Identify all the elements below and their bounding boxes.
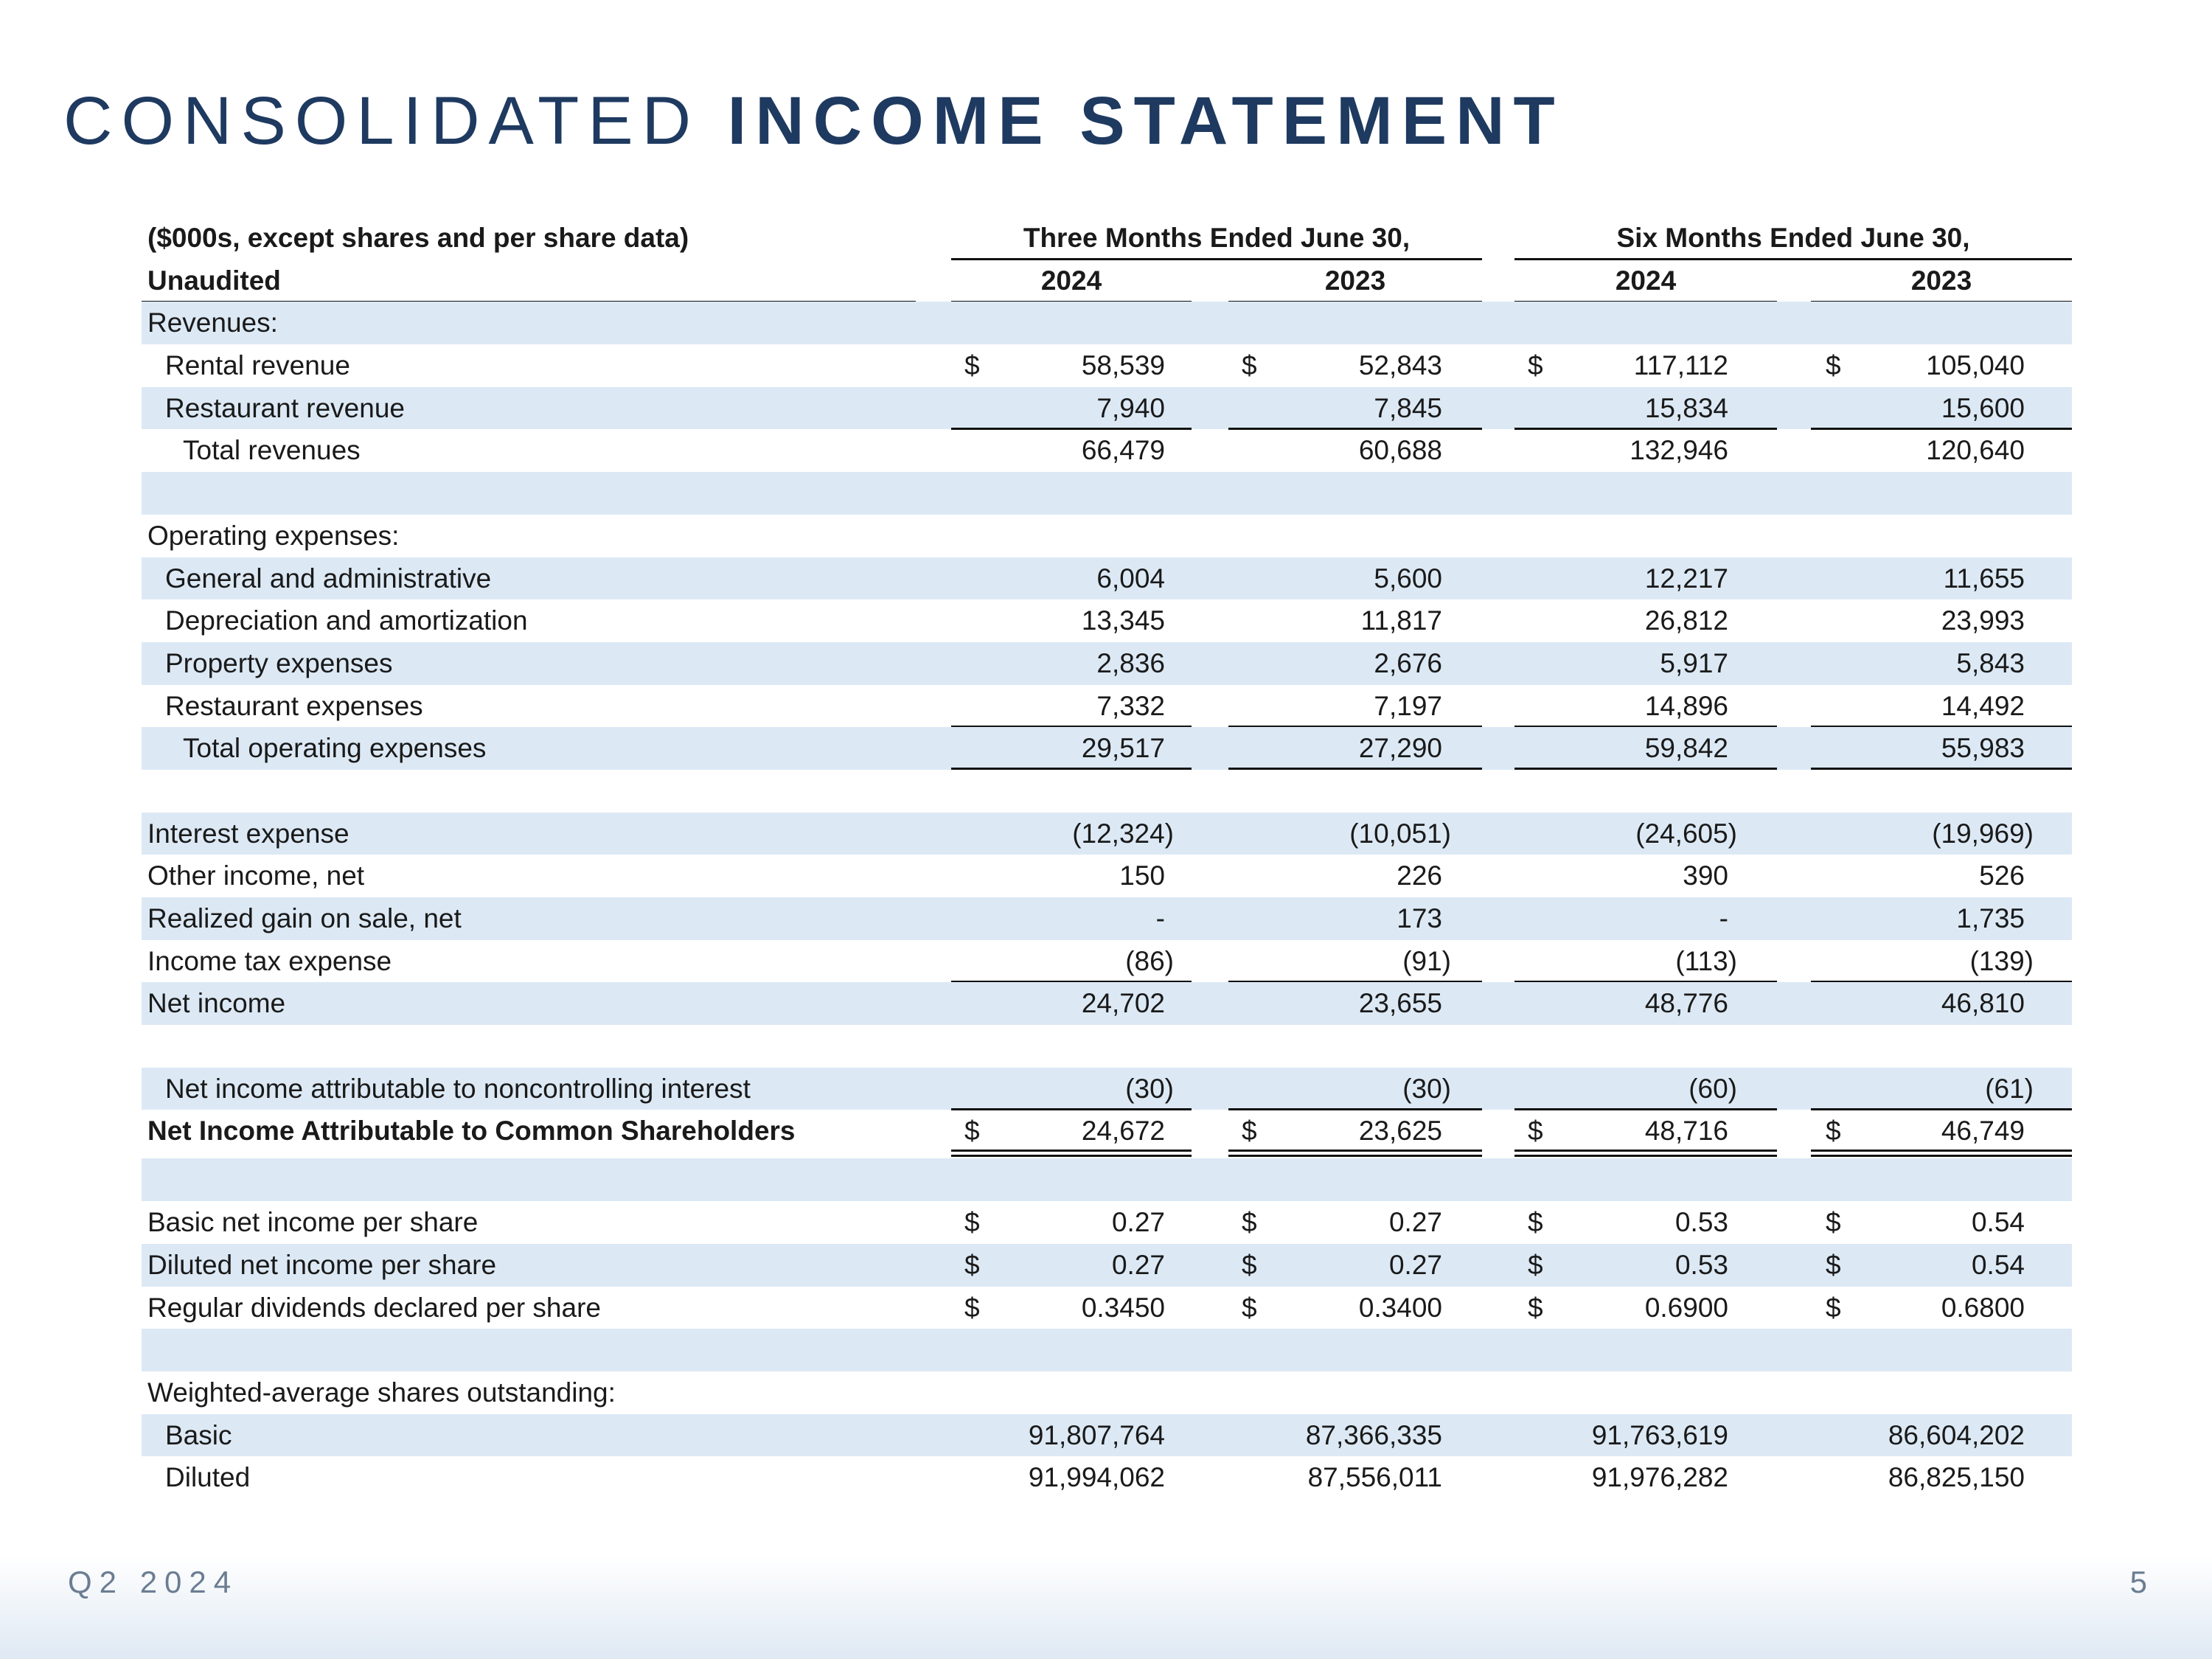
value-cell: (86) bbox=[1125, 945, 1174, 976]
table-row bbox=[142, 515, 2072, 557]
row-label: Depreciation and amortization bbox=[165, 605, 528, 636]
table-row bbox=[142, 940, 2072, 983]
value-cell: 390 bbox=[1683, 860, 1728, 891]
currency-symbol: $ bbox=[1242, 1249, 1257, 1280]
value-cell: 0.27 bbox=[1111, 1249, 1165, 1280]
value-cell: 7,845 bbox=[1374, 392, 1442, 423]
table-row bbox=[142, 429, 2072, 472]
value-cell: 132,946 bbox=[1630, 435, 1728, 466]
table-row bbox=[142, 1025, 2072, 1068]
value-cell: 24,702 bbox=[1081, 988, 1165, 1019]
value-cell: 58,539 bbox=[1081, 350, 1165, 381]
value-cell: 0.53 bbox=[1674, 1249, 1728, 1280]
year-header: 2023 bbox=[1324, 265, 1386, 296]
value-cell bbox=[1514, 472, 1728, 515]
year-header: 2023 bbox=[1910, 265, 1972, 296]
value-cell bbox=[1811, 302, 2025, 344]
table-row bbox=[142, 770, 2072, 813]
value-cell: 23,655 bbox=[1358, 988, 1442, 1019]
value-cell bbox=[1811, 1158, 2025, 1201]
row-label: Total revenues bbox=[183, 435, 361, 466]
value-cell: 117,112 bbox=[1633, 350, 1728, 381]
value-cell bbox=[1228, 1329, 1442, 1371]
value-cell bbox=[1514, 1329, 1728, 1371]
table-row bbox=[142, 1244, 2072, 1287]
table-row bbox=[142, 982, 2072, 1025]
row-label: Diluted net income per share bbox=[147, 1249, 497, 1280]
table-row bbox=[142, 1329, 2072, 1371]
value-cell: 5,917 bbox=[1660, 647, 1728, 678]
value-cell bbox=[951, 1158, 1165, 1201]
value-cell: 0.27 bbox=[1388, 1207, 1442, 1238]
footer-page-number: 5 bbox=[2129, 1565, 2147, 1599]
total-double-rule bbox=[1811, 1150, 2072, 1157]
value-cell bbox=[951, 515, 1165, 557]
value-cell: 46,749 bbox=[1941, 1116, 2025, 1147]
value-cell: (139) bbox=[1969, 945, 2034, 976]
value-cell bbox=[1228, 472, 1442, 515]
value-cell: (91) bbox=[1402, 945, 1451, 976]
row-label: Operating expenses: bbox=[147, 520, 400, 551]
value-cell: 91,976,282 bbox=[1591, 1462, 1728, 1493]
value-cell: 26,812 bbox=[1644, 605, 1728, 636]
header-unaudited: Unaudited bbox=[147, 265, 281, 296]
value-cell: 91,994,062 bbox=[1028, 1462, 1165, 1493]
table-row bbox=[142, 1158, 2072, 1201]
table-row bbox=[142, 1110, 2072, 1158]
header-note: ($000s, except shares and per share data) bbox=[147, 223, 689, 253]
footer-band bbox=[0, 1556, 2212, 1659]
value-cell bbox=[1514, 1025, 1728, 1068]
value-cell: (113) bbox=[1675, 945, 1737, 976]
value-cell bbox=[1228, 515, 1442, 557]
value-cell: (30) bbox=[1125, 1073, 1174, 1104]
value-cell: (12,324) bbox=[1072, 818, 1174, 849]
page-title bbox=[63, 83, 1564, 159]
currency-symbol: $ bbox=[1242, 1207, 1257, 1238]
currency-symbol: $ bbox=[1528, 350, 1543, 381]
table-row bbox=[142, 1456, 2072, 1499]
row-label: Total operating expenses bbox=[183, 733, 487, 764]
row-label: Realized gain on sale, net bbox=[147, 903, 462, 933]
value-cell bbox=[951, 1329, 1165, 1371]
currency-symbol: $ bbox=[964, 1116, 980, 1147]
row-label: Interest expense bbox=[147, 818, 349, 849]
table-row bbox=[142, 1287, 2072, 1329]
row-label: Regular dividends declared per share bbox=[147, 1292, 601, 1323]
table-row bbox=[142, 855, 2072, 897]
value-cell: 7,940 bbox=[1096, 392, 1165, 423]
row-label: Basic net income per share bbox=[147, 1207, 479, 1238]
value-cell bbox=[951, 472, 1165, 515]
year-header: 2024 bbox=[1040, 265, 1102, 296]
value-cell: 48,716 bbox=[1644, 1116, 1728, 1147]
value-cell: - bbox=[1155, 903, 1165, 933]
currency-symbol: $ bbox=[964, 1249, 980, 1280]
value-cell: (24,605) bbox=[1635, 818, 1737, 849]
row-label: Restaurant revenue bbox=[165, 392, 405, 423]
header-six-months: Six Months Ended June 30, bbox=[1616, 223, 1970, 253]
currency-symbol: $ bbox=[1826, 1116, 1841, 1147]
table-row bbox=[142, 302, 2072, 344]
year-header: 2024 bbox=[1615, 265, 1677, 296]
row-label: Basic bbox=[165, 1419, 232, 1450]
currency-symbol: $ bbox=[1826, 1292, 1841, 1323]
currency-symbol: $ bbox=[1528, 1249, 1543, 1280]
row-label: Property expenses bbox=[165, 647, 393, 678]
currency-symbol: $ bbox=[1528, 1116, 1543, 1147]
value-cell: 120,640 bbox=[1926, 435, 2025, 466]
value-cell: 87,366,335 bbox=[1305, 1419, 1442, 1450]
footer-period: Q2 2024 bbox=[68, 1565, 239, 1599]
value-cell bbox=[1811, 1025, 2025, 1068]
currency-symbol: $ bbox=[1826, 1207, 1841, 1238]
value-cell: 0.3450 bbox=[1081, 1292, 1165, 1323]
currency-symbol: $ bbox=[1826, 350, 1841, 381]
table-row bbox=[142, 1371, 2072, 1414]
value-cell bbox=[1811, 515, 2025, 557]
value-cell: 12,217 bbox=[1644, 563, 1728, 594]
table-row bbox=[142, 472, 2072, 515]
table-body bbox=[142, 302, 2072, 1499]
table-row bbox=[142, 813, 2072, 855]
value-cell: 27,290 bbox=[1358, 733, 1442, 764]
value-cell: 2,676 bbox=[1374, 647, 1442, 678]
row-label: Diluted bbox=[165, 1462, 251, 1493]
value-cell: 52,843 bbox=[1358, 350, 1442, 381]
value-cell bbox=[951, 302, 1165, 344]
value-cell: 86,825,150 bbox=[1888, 1462, 2025, 1493]
value-cell: 226 bbox=[1397, 860, 1442, 891]
value-cell: 14,492 bbox=[1941, 690, 2025, 721]
value-cell bbox=[1811, 472, 2025, 515]
total-double-rule bbox=[951, 1150, 1192, 1157]
value-cell bbox=[1514, 770, 1728, 813]
title-bold: INCOME STATEMENT bbox=[727, 83, 1564, 159]
income-statement-table bbox=[142, 217, 2072, 1499]
value-cell: 5,600 bbox=[1374, 563, 1442, 594]
value-cell bbox=[951, 770, 1165, 813]
row-label: Net income attributable to noncontrolling interest bbox=[165, 1073, 751, 1104]
table-row bbox=[142, 387, 2072, 430]
value-cell: 0.6800 bbox=[1941, 1292, 2025, 1323]
value-cell: (60) bbox=[1688, 1073, 1737, 1104]
row-label: Rental revenue bbox=[165, 350, 350, 381]
value-cell: 2,836 bbox=[1096, 647, 1165, 678]
row-label: Revenues: bbox=[147, 307, 278, 338]
value-cell bbox=[1811, 1371, 2025, 1414]
table-row bbox=[142, 344, 2072, 387]
table-row bbox=[142, 557, 2072, 600]
value-cell bbox=[951, 1371, 1165, 1414]
value-cell: 526 bbox=[1979, 860, 2025, 891]
title-light: CONSOLIDATED bbox=[63, 83, 700, 159]
value-cell: 0.53 bbox=[1674, 1207, 1728, 1238]
currency-symbol: $ bbox=[1528, 1292, 1543, 1323]
value-cell: 173 bbox=[1397, 903, 1442, 933]
value-cell: 11,655 bbox=[1943, 563, 2025, 594]
value-cell: 87,556,011 bbox=[1307, 1462, 1442, 1493]
value-cell: 66,479 bbox=[1081, 435, 1165, 466]
currency-symbol: $ bbox=[964, 1292, 980, 1323]
value-cell: 0.54 bbox=[1971, 1207, 2025, 1238]
currency-symbol: $ bbox=[1826, 1249, 1841, 1280]
row-label: Restaurant expenses bbox=[165, 690, 423, 721]
value-cell: 23,625 bbox=[1358, 1116, 1442, 1147]
value-cell: - bbox=[1719, 903, 1728, 933]
row-label: Income tax expense bbox=[147, 945, 392, 976]
value-cell: 14,896 bbox=[1644, 690, 1728, 721]
value-cell bbox=[1228, 1025, 1442, 1068]
value-cell: (10,051) bbox=[1349, 818, 1451, 849]
value-cell: 7,332 bbox=[1096, 690, 1165, 721]
value-cell bbox=[951, 1025, 1165, 1068]
value-cell: 0.54 bbox=[1971, 1249, 2025, 1280]
value-cell: 7,197 bbox=[1374, 690, 1442, 721]
value-cell: (61) bbox=[1985, 1073, 2034, 1104]
value-cell bbox=[1514, 302, 1728, 344]
value-cell: (19,969) bbox=[1932, 818, 2034, 849]
value-cell: 0.27 bbox=[1111, 1207, 1165, 1238]
value-cell: 91,763,619 bbox=[1591, 1419, 1728, 1450]
value-cell: 60,688 bbox=[1358, 435, 1442, 466]
value-cell bbox=[1228, 770, 1442, 813]
value-cell: 55,983 bbox=[1941, 733, 2025, 764]
value-cell: 0.27 bbox=[1388, 1249, 1442, 1280]
value-cell bbox=[1228, 1158, 1442, 1201]
header-row-periods bbox=[142, 217, 2072, 260]
value-cell bbox=[1514, 1158, 1728, 1201]
value-cell: 15,600 bbox=[1941, 392, 2025, 423]
header-three-months: Three Months Ended June 30, bbox=[1023, 223, 1411, 253]
value-cell: 86,604,202 bbox=[1888, 1419, 2025, 1450]
value-cell: 24,672 bbox=[1081, 1116, 1165, 1147]
value-cell: 23,993 bbox=[1941, 605, 2025, 636]
value-cell bbox=[1228, 1371, 1442, 1414]
currency-symbol: $ bbox=[964, 350, 980, 381]
total-double-rule bbox=[1514, 1150, 1777, 1157]
value-cell: 105,040 bbox=[1926, 350, 2025, 381]
header-row-years bbox=[142, 260, 2072, 302]
value-cell: 15,834 bbox=[1644, 392, 1728, 423]
table-row bbox=[142, 1414, 2072, 1457]
value-cell: 13,345 bbox=[1081, 605, 1165, 636]
value-cell: 59,842 bbox=[1644, 733, 1728, 764]
row-label: Weighted-average shares outstanding: bbox=[147, 1377, 616, 1408]
row-label: Net Income Attributable to Common Shareholders bbox=[147, 1116, 796, 1147]
value-cell: 150 bbox=[1119, 860, 1165, 891]
value-cell: 46,810 bbox=[1941, 988, 2025, 1019]
value-cell bbox=[1811, 1329, 2025, 1371]
table-row bbox=[142, 1201, 2072, 1244]
table-row bbox=[142, 897, 2072, 940]
value-cell: 48,776 bbox=[1644, 988, 1728, 1019]
value-cell bbox=[1514, 1371, 1728, 1414]
value-cell: 0.6900 bbox=[1644, 1292, 1728, 1323]
table-row bbox=[142, 642, 2072, 685]
currency-symbol: $ bbox=[1242, 350, 1257, 381]
table-row bbox=[142, 599, 2072, 642]
currency-symbol: $ bbox=[964, 1207, 980, 1238]
value-cell bbox=[1811, 770, 2025, 813]
row-label: Other income, net bbox=[147, 860, 365, 891]
value-cell bbox=[1514, 515, 1728, 557]
value-cell: 0.3400 bbox=[1358, 1292, 1442, 1323]
value-cell: (30) bbox=[1402, 1073, 1451, 1104]
table-row bbox=[142, 727, 2072, 770]
currency-symbol: $ bbox=[1528, 1207, 1543, 1238]
total-double-rule bbox=[1228, 1150, 1482, 1157]
value-cell: 6,004 bbox=[1096, 563, 1165, 594]
currency-symbol: $ bbox=[1242, 1292, 1257, 1323]
value-cell: 91,807,764 bbox=[1028, 1419, 1165, 1450]
table-row bbox=[142, 685, 2072, 728]
value-cell bbox=[1228, 302, 1442, 344]
value-cell: 11,817 bbox=[1360, 605, 1442, 636]
value-cell: 5,843 bbox=[1956, 647, 2025, 678]
value-cell: 29,517 bbox=[1081, 733, 1165, 764]
value-cell: 1,735 bbox=[1956, 903, 2025, 933]
currency-symbol: $ bbox=[1242, 1116, 1257, 1147]
table-row bbox=[142, 1068, 2072, 1110]
row-label: Net income bbox=[147, 988, 286, 1019]
row-label: General and administrative bbox=[165, 563, 492, 594]
